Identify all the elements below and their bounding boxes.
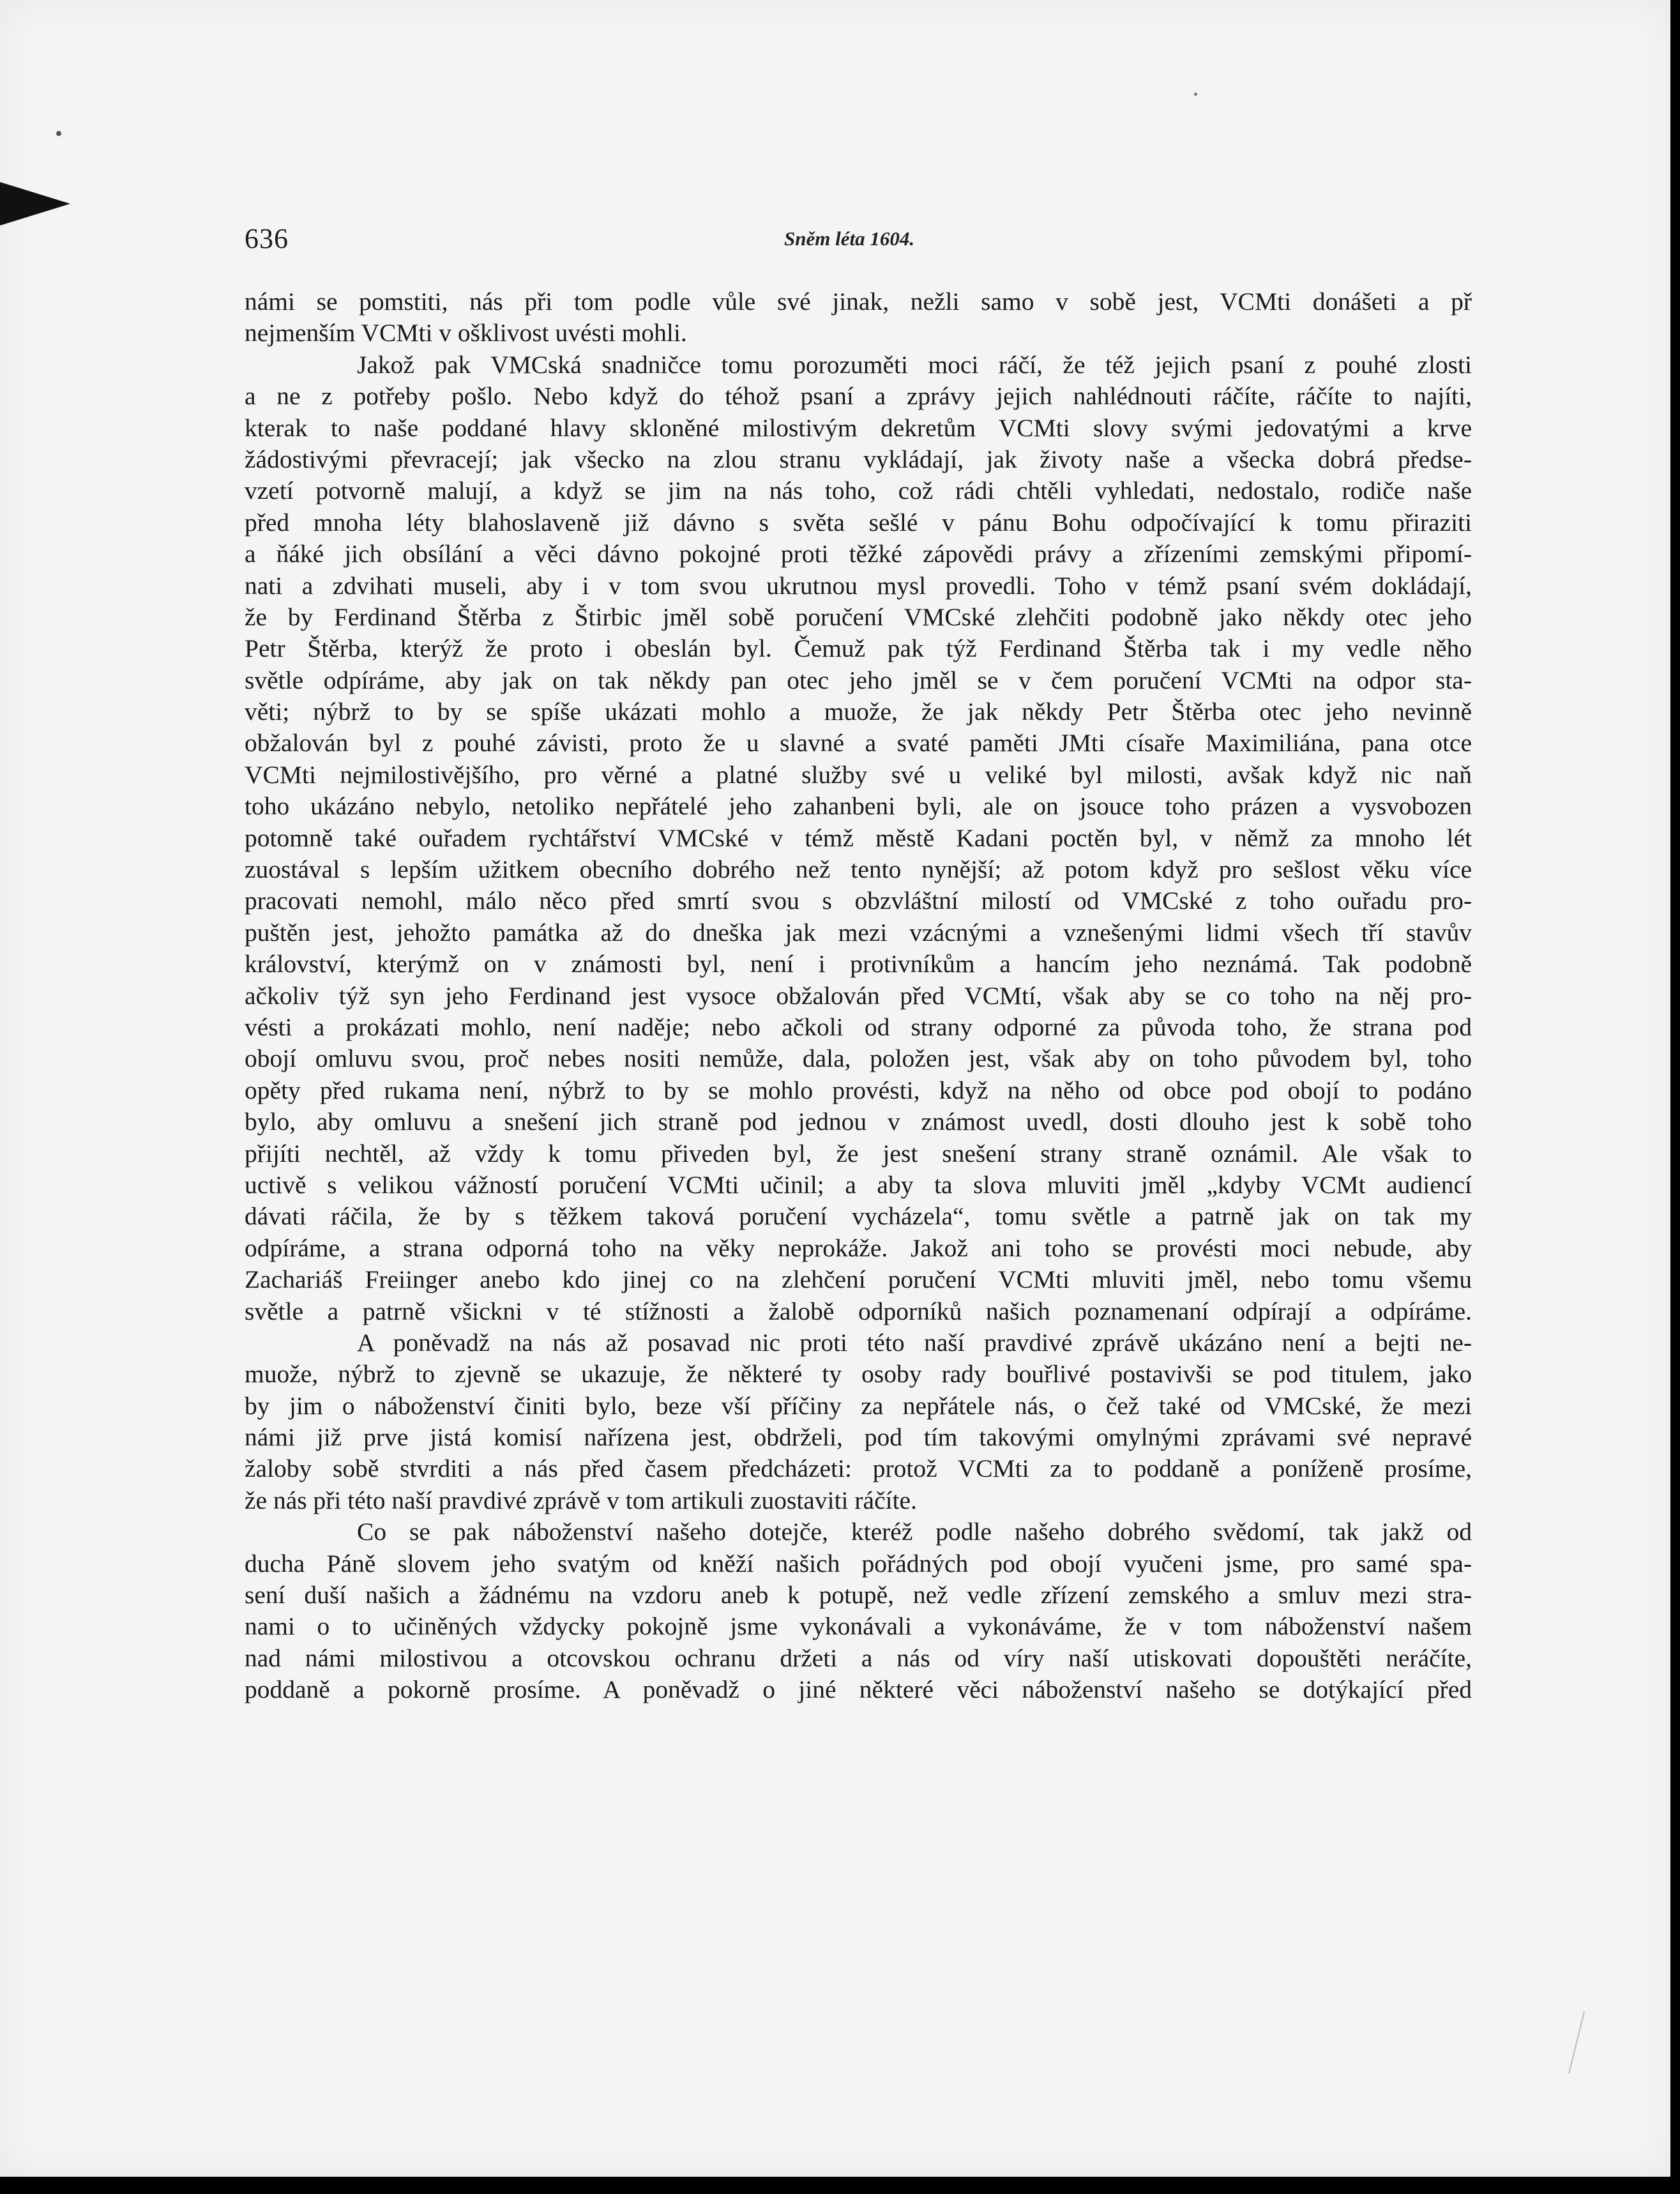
- text-line: světle odpíráme, aby jak on tak někdy pan otec jeho jměl se v čem poručení VCMti na odpor sta-: [245, 666, 1472, 694]
- text-line: před mnoha léty blahoslaveně již dávno s světa sešlé v pánu Bohu odpočívající k tomu přiraziti: [245, 508, 1472, 537]
- scan-border-bottom: [0, 2177, 1680, 2194]
- text-line: že nás při této naší pravdivé zprávě v tom artikuli zuostaviti ráčíte.: [245, 1486, 917, 1514]
- text-line: ačkoliv týž syn jeho Ferdinand jest vysoce obžalován před VCMtí, však aby se co toho na něj pro-: [245, 981, 1472, 1010]
- text-line: poddaně a pokorně prosíme. A poněvadž o jiné některé věci náboženství našeho se dotýkající před: [245, 1675, 1472, 1704]
- text-line: potomně také ouřadem rychtářství VMCské v témž městě Kadani poctěn byl, v němž za mnoho lét: [245, 823, 1472, 852]
- text-line: dávati ráčila, že by s těžkem taková poručení vycházela“, tomu světle a patrně jak on tak my: [245, 1202, 1472, 1231]
- text-line: bylo, aby omluvu a snešení jich straně pod jednou v známost uvedl, dosti dlouho jest k sobě toho: [245, 1108, 1472, 1136]
- text-line: přijíti nechtěl, až vždy k tomu přiveden byl, že jest snešení strany straně oznámil. Ale však to: [245, 1139, 1472, 1168]
- text-line: žaloby sobě stvrditi a nás před časem předcházeti: protož VCMti za to poddaně a poníženě prosíme,: [245, 1454, 1472, 1483]
- text-line: pracovati nemohl, málo něco před smrtí svou s obzvláštní milostí od VMCské z toho ouřadu pro-: [245, 887, 1472, 915]
- text-line: Petr Štěrba, kterýž že proto i obeslán byl. Čemuž pak týž Ferdinand Štěrba tak i my vedle něho: [245, 634, 1472, 663]
- text-line: Jakož pak VMCská snadničce tomu porozuměti moci ráčí, že též jejich psaní z pouhé zlosti: [357, 350, 1472, 379]
- text-line: Co se pak náboženství našeho dotejče, kteréž podle našeho dobrého svědomí, tak jakž od: [357, 1518, 1472, 1546]
- running-title: Sněm léta 1604.: [784, 227, 915, 250]
- text-line: žádostivými převracejí; jak všecko na zlou stranu vykládají, jak životy naše a všecka dobrá předse-: [245, 445, 1472, 473]
- scan-border-right: [1670, 0, 1680, 2194]
- body-text: [245, 286, 1472, 1706]
- page-marker-arrow: [0, 182, 70, 225]
- text-line: námi již prve jistá komisí nařízena jest, obdrželi, pod tím takovými omylnými zprávami své nepravé: [245, 1423, 1472, 1452]
- text-line: Zachariáš Freiinger anebo kdo jinej co na zlehčení poručení VCMti mluviti jměl, nebo tomu všemu: [245, 1265, 1472, 1294]
- text-line: VCMti nejmilostivějšího, pro věrné a platné služby své u veliké byl milosti, avšak když nic naň: [245, 760, 1472, 789]
- text-line: věti; nýbrž to by se spíše ukázati mohlo a muože, že jak někdy Petr Štěrba otec jeho nevinně: [245, 697, 1472, 726]
- text-line: odpíráme, a strana odporná toho na věky neprokáže. Jakož ani toho se provésti moci nebude, aby: [245, 1233, 1472, 1262]
- text-line: obžalován byl z pouhé závisti, proto že u slavné a svaté paměti JMti císaře Maximiliána, pana otce: [245, 729, 1472, 758]
- text-line: zuostával s lepším užitkem obecního dobrého než tento nynější; až potom když pro sešlost věku více: [245, 855, 1472, 884]
- text-line: obojí omluvu svou, proč nebes nositi nemůže, dala, položen jest, však aby on toho původem byl, toho: [245, 1044, 1472, 1073]
- text-line: puštěn jest, jehožto památka až do dneška jak mezi vzácnými a vznešenými lidmi všech tří stavův: [245, 918, 1472, 947]
- text-line: muože, nýbrž to zjevně se ukazuje, že některé ty osoby rady bouřlivé postavivši se pod titulem, jako: [245, 1360, 1472, 1389]
- text-line: uctivě s velikou vážností poručení VCMti učinil; a aby ta slova mluviti jměl „kdyby VCMt audiencí: [245, 1170, 1472, 1199]
- text-line: že by Ferdinand Štěrba z Štirbic jměl sobě poručení VMCské zlehčiti podobně jako někdy otec jeho: [245, 602, 1472, 631]
- text-line: sení duší našich a žádnému na vzdoru aneb k potupě, než vedle zřízení zemského a smluv mezi stra-: [245, 1581, 1472, 1610]
- text-line: ducha Páně slovem jeho svatým od kněží našich pořádných pod obojí vyučeni jsme, pro samé spa-: [245, 1549, 1472, 1578]
- text-line: vzetí potvorně malují, a když se jim na nás toho, což rádi chtěli vyhledati, nedostalo, rodiče naše: [245, 476, 1472, 505]
- text-line: námi se pomstiti, nás při tom podle vůle své jinak, nežli samo v sobě jest, VCMti donášeti a př: [245, 287, 1472, 316]
- scan-speck: [56, 131, 61, 136]
- scan-speck: [1194, 93, 1197, 96]
- page-header: [245, 222, 1471, 254]
- text-line: A poněvadž na nás až posavad nic proti této naší pravdivé zprávě ukázáno není a bejti ne-: [357, 1328, 1472, 1357]
- page-number: 636: [245, 223, 289, 254]
- text-line: opěty před rukama není, nýbrž to by se mohlo provésti, když na něho od obce pod obojí to podáno: [245, 1076, 1472, 1104]
- text-line: nejmenším VCMti v ošklivost uvésti mohli.: [245, 319, 687, 347]
- text-line: a ne z potřeby pošlo. Nebo když do téhož psaní a zprávy jejich nahlédnouti ráčíte, ráčíte to najíti,: [245, 382, 1472, 411]
- text-line: království, kterýmž on v známosti byl, není i protivníkům a hancím jeho neznámá. Tak podobně: [245, 950, 1472, 979]
- text-line: nami o to učiněných vždycky pokojně jsme vykonávali a vykonáváme, že v tom náboženství našem: [245, 1612, 1472, 1641]
- text-line: a ňáké jich obsílání a věci dávno pokojné proti těžké zápovědi právy a zřízeními zemskými připomí-: [245, 540, 1472, 568]
- text-line: vésti a prokázati mohlo, není naděje; nebo ačkoli od strany odporné za původa toho, že strana pod: [245, 1012, 1472, 1041]
- text-line: nati a zdvihati museli, aby i v tom svou ukrutnou mysl provedli. Toho v témž psaní svém dokládají,: [245, 571, 1472, 600]
- text-line: by jim o náboženství činiti bylo, beze vší příčiny za nepřátele nás, o čež také od VMCské, že mezi: [245, 1391, 1472, 1420]
- text-line: světle a patrně všickni v té stížnosti a žalobě odporníků našich poznamenaní odpírají a odpíráme.: [245, 1297, 1472, 1325]
- text-line: kterak to naše poddané hlavy skloněné milostivým dekretům VCMti slovy svými jedovatými a krve: [245, 413, 1472, 442]
- text-line: nad námi milostivou a otcovskou ochranu držeti a nás od víry naší utiskovati dopouštěti neráčíte,: [245, 1643, 1472, 1672]
- text-line: toho ukázáno nebylo, netoliko nepřátelé jeho zahanbeni byli, ale on jsouce toho prázen a vysvobozen: [245, 792, 1472, 821]
